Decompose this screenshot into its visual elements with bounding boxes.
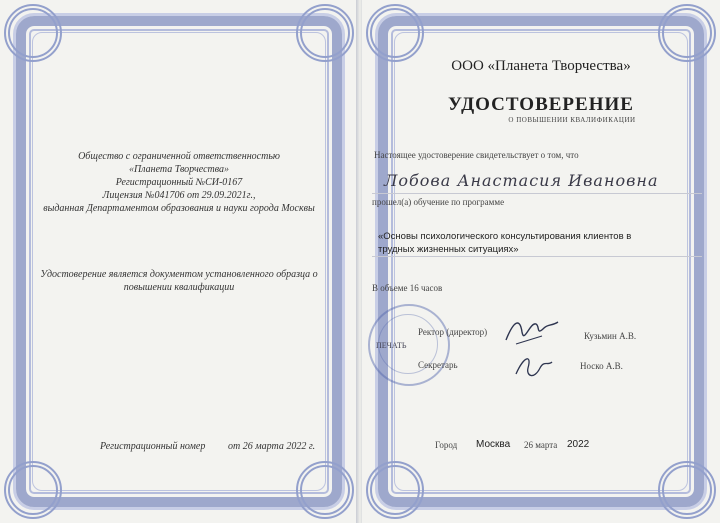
corner-ornament [4, 4, 62, 62]
corner-ornament [296, 4, 354, 62]
note-line: повышении квалификации [123, 282, 235, 293]
program-underline [372, 256, 702, 257]
org-line: «Планета Творчества» [128, 164, 230, 175]
registration-number-label: Регистрационный номер [100, 441, 206, 452]
program-line: «Основы психологического консультирования клиентов в [378, 231, 632, 242]
secretary-name: Носко А.В. [580, 361, 623, 371]
corner-ornament [658, 461, 716, 519]
right-page [362, 0, 720, 523]
issue-year: 2022 [567, 439, 590, 450]
note-line: Удостоверение является документом установленного образца о [40, 269, 318, 280]
certificate-title: УДОСТОВЕРЕНИЕ [448, 94, 634, 115]
org-line: выданная Департаментом образования и науки города Москвы [43, 203, 315, 214]
rector-role: Ректор (директор) [418, 327, 488, 337]
secretary-role: Секретарь [418, 360, 458, 370]
corner-ornament [366, 461, 424, 519]
corner-ornament [366, 4, 424, 62]
document-note [30, 268, 328, 294]
rector-signature-icon [502, 314, 562, 348]
name-underline [372, 193, 702, 194]
program-title [378, 230, 678, 256]
city-label: Город [435, 440, 458, 450]
program-line: трудных жизненных ситуациях» [378, 244, 519, 255]
company-name: ООО «Планета Творчества» [451, 58, 631, 74]
issue-date: 26 марта [524, 440, 558, 450]
rector-name: Кузьмин А.В. [584, 331, 637, 341]
stamp-label: ПЕЧАТЬ [376, 341, 407, 350]
trained-text: прошел(а) обучение по программе [372, 197, 505, 207]
corner-ornament [658, 4, 716, 62]
hours-text: В объеме 16 часов [372, 283, 443, 293]
certificate-subtitle: О ПОВЫШЕНИИ КВАЛИФИКАЦИИ [508, 116, 636, 124]
inner-frame [32, 32, 326, 491]
org-line: Лицензия №041706 от 29.09.2021г., [102, 190, 256, 201]
org-line: Общество с ограниченной ответственностью [78, 151, 280, 162]
corner-ornament [4, 461, 62, 519]
left-page [0, 0, 358, 523]
organization-details [30, 150, 328, 215]
corner-ornament [296, 461, 354, 519]
registration-date: от 26 марта 2022 г. [228, 441, 316, 452]
recipient-name: Лобова Анастасия Ивановна [384, 171, 659, 190]
city-value: Москва [476, 439, 511, 450]
intro-text: Настоящее удостоверение свидетельствует о том, что [374, 150, 579, 160]
secretary-signature-icon [510, 352, 556, 384]
org-line: Регистрационный №СИ-0167 [115, 177, 243, 188]
